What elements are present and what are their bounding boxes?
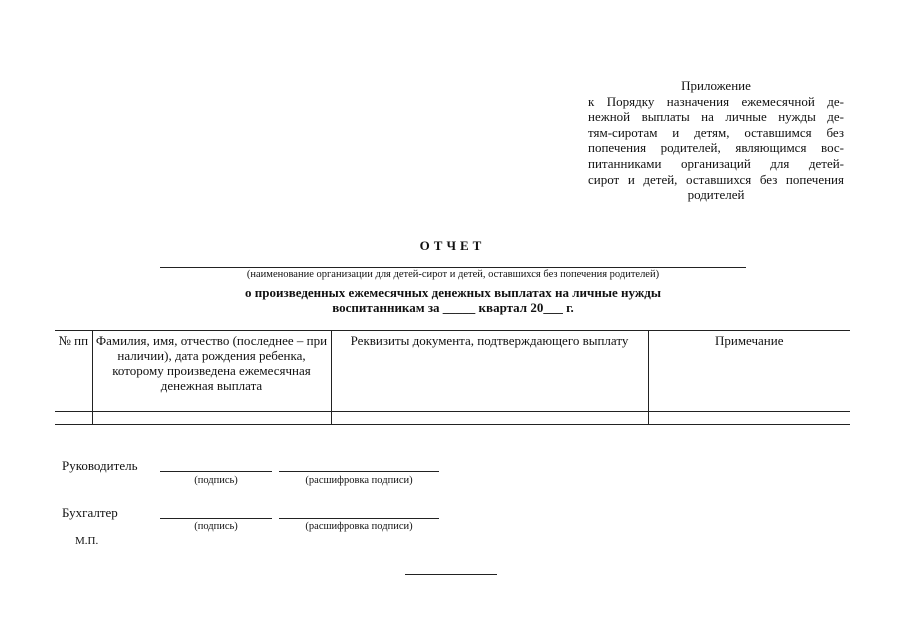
appendix-line: питанниками организаций для детей- xyxy=(588,155,844,171)
accountant-label: Бухгалтер xyxy=(62,505,118,520)
table-cell xyxy=(55,412,92,425)
stamp-placeholder: М.П. xyxy=(75,535,99,547)
table-cell xyxy=(648,412,850,425)
table-cell xyxy=(331,412,648,425)
appendix-line: попечения родителей, являющимся вос- xyxy=(588,140,844,156)
accountant-decode-line xyxy=(279,518,439,519)
head-decode-line xyxy=(279,471,439,472)
column-header-document: Реквизиты документа, подтверждающего выплату xyxy=(331,331,648,412)
appendix-block xyxy=(588,78,844,203)
footer-rule xyxy=(405,574,497,575)
appendix-line: сирот и детей, оставшихся без попечения xyxy=(588,171,844,187)
report-title: ОТЧЕТ xyxy=(419,238,486,253)
accountant-signature-line xyxy=(160,518,272,519)
table-header-row xyxy=(55,331,850,412)
payments-table xyxy=(55,330,850,425)
head-signature-caption: (подпись) xyxy=(194,475,238,486)
accountant-decode-caption: (расшифровка подписи) xyxy=(305,521,413,532)
head-signature-line xyxy=(160,471,272,472)
appendix-line: к Порядку назначения ежемесячной де- xyxy=(588,93,844,109)
subtitle-line: воспитанникам за _____ квартал 20___ г. xyxy=(332,300,574,315)
subtitle-line: о произведенных ежемесячных денежных выплатах на личные нужды xyxy=(245,285,661,300)
appendix-line: родителей xyxy=(687,187,745,203)
appendix-line: тям-сиротам и детям, оставшимся без xyxy=(588,124,844,140)
head-decode-caption: (расшифровка подписи) xyxy=(305,475,413,486)
organization-caption: (наименование организации для детей-сирот и детей, оставшихся без попечения родителей) xyxy=(160,267,746,280)
column-header-note: Примечание xyxy=(648,331,850,412)
head-label: Руководитель xyxy=(62,458,138,473)
appendix-title: Приложение xyxy=(681,78,751,93)
appendix-line: нежной выплаты на личные нужды де- xyxy=(588,109,844,125)
table-cell xyxy=(92,412,331,425)
table-row xyxy=(55,412,850,425)
column-header-number: № пп xyxy=(55,331,92,412)
column-header-name: Фамилия, имя, отчество (последнее – при наличии), дата рождения ребенка, которому произведена ежемесячная денежная выплата xyxy=(92,331,331,412)
report-subtitle xyxy=(160,285,746,315)
accountant-signature-caption: (подпись) xyxy=(194,521,238,532)
